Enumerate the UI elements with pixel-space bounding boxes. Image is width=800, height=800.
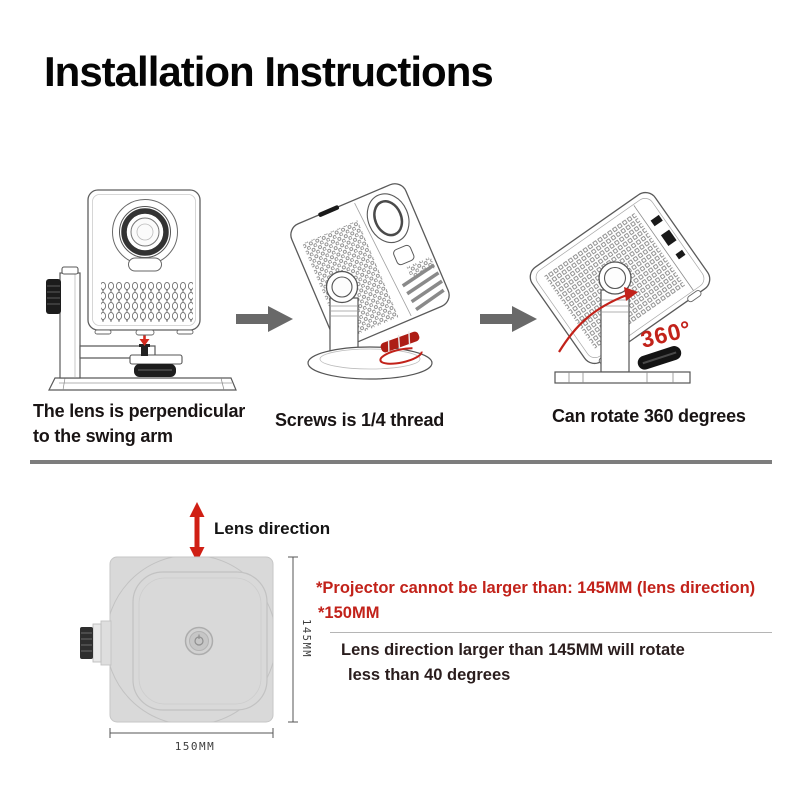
quarter-screw-shaft — [141, 346, 148, 356]
lens-barrel-top-view — [80, 621, 111, 665]
lens-direction-label: Lens direction — [214, 519, 331, 538]
size-warning-line1: *Projector cannot be larger than: 145MM (lens direction) — [316, 579, 756, 597]
rotation-note-line2: less than 40 degrees — [348, 666, 511, 684]
tilt-knob — [46, 279, 61, 314]
mount-base — [555, 372, 690, 383]
step1-caption-line2: to the swing arm — [33, 426, 173, 446]
section-divider — [30, 460, 772, 464]
step3-illustration — [525, 160, 790, 400]
lens-direction-arrow-icon — [190, 502, 205, 562]
pedestal — [599, 262, 631, 372]
height-dimension — [288, 557, 312, 722]
rotation-degrees-label: 360° — [637, 315, 695, 353]
step1-caption-line1: The lens is perpendicular — [33, 401, 246, 421]
rotation-note-line1: Lens direction larger than 145MM will rotate — [341, 641, 685, 659]
width-dimension-label: 150MM — [174, 740, 216, 753]
projector-tilted — [286, 178, 453, 350]
ir-window — [129, 258, 162, 271]
height-dimension-label: 145MM — [300, 619, 312, 659]
note-underline — [330, 632, 772, 633]
mount-base — [308, 347, 432, 379]
projector-front-view — [88, 190, 200, 335]
step1-caption — [33, 399, 245, 449]
step1-illustration — [35, 160, 245, 395]
size-warning-line2: *150MM — [318, 604, 380, 622]
mount-base — [49, 378, 236, 390]
speaker-grille — [101, 282, 193, 322]
projector-top-view — [80, 555, 276, 725]
power-button — [186, 628, 213, 655]
step2-caption: Screws is 1/4 thread — [275, 410, 445, 430]
width-dimension — [110, 728, 273, 753]
projector-lens — [113, 200, 178, 265]
page-title: Installation Instructions — [44, 48, 493, 95]
step2-illustration — [270, 160, 490, 400]
step3-caption: Can rotate 360 degrees — [552, 406, 746, 426]
top-view-illustration — [70, 500, 320, 780]
